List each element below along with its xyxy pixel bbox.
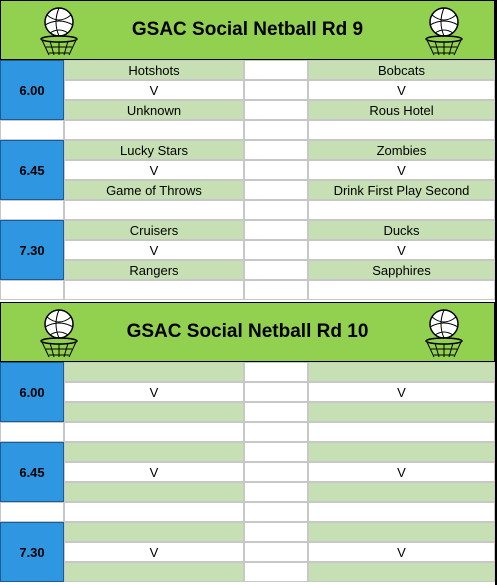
time-slot-cell: 6.45: [0, 442, 64, 502]
table-row: [0, 260, 497, 280]
court2-team-home: Bobcats: [308, 60, 495, 80]
blank-row: [0, 200, 497, 220]
court1-team-away: Game of Throws: [64, 180, 244, 200]
court1-team-home: Hotshots: [64, 60, 244, 80]
court1-team-home: Cruisers: [64, 220, 244, 240]
court1-team-away: [64, 402, 244, 422]
time-slot-cell: 6.00: [0, 60, 64, 120]
round-title: GSAC Social Netball Rd 10: [126, 321, 369, 342]
court2-versus: V: [308, 240, 495, 260]
blank-cell: [308, 280, 495, 300]
spacer-cell: [244, 60, 308, 80]
blank-row: [0, 502, 497, 522]
blank-cell: [0, 120, 64, 140]
court2-versus: V: [308, 382, 495, 402]
spacer-cell: [244, 80, 308, 100]
court1-team-away: Rangers: [64, 260, 244, 280]
court1-versus: V: [64, 382, 244, 402]
blank-cell: [244, 120, 308, 140]
blank-row: [0, 120, 497, 140]
spacer-cell: [244, 362, 308, 382]
netball-hoop-icon: [420, 5, 468, 57]
spacer-cell: [244, 382, 308, 402]
blank-cell: [0, 200, 64, 220]
blank-row: [0, 280, 497, 300]
court2-team-away: Sapphires: [308, 260, 495, 280]
table-row: [0, 522, 497, 542]
court2-team-home: Zombies: [308, 140, 495, 160]
court1-team-home: [64, 362, 244, 382]
blank-cell: [244, 502, 308, 522]
table-row: [0, 542, 497, 562]
table-row: [0, 140, 497, 160]
spacer-cell: [244, 160, 308, 180]
time-slot-cell: 7.30: [0, 522, 64, 582]
spacer-cell: [244, 442, 308, 462]
table-row: [0, 160, 497, 180]
court2-team-home: [308, 522, 495, 542]
round-header: [0, 0, 495, 60]
table-row: [0, 562, 497, 582]
table-row: [0, 220, 497, 240]
court2-versus: V: [308, 80, 495, 100]
blank-cell: [0, 422, 64, 442]
court1-versus: V: [64, 462, 244, 482]
blank-row: [0, 422, 497, 442]
court2-team-away: [308, 562, 495, 582]
time-slot-cell: 6.45: [0, 140, 64, 200]
blank-cell: [308, 120, 495, 140]
blank-cell: [308, 200, 495, 220]
table-row: [0, 442, 497, 462]
blank-cell: [64, 502, 244, 522]
court2-versus: V: [308, 542, 495, 562]
table-row: [0, 382, 497, 402]
table-row: [0, 100, 497, 120]
court1-team-home: [64, 442, 244, 462]
round-10-block: [0, 302, 497, 585]
court2-team-away: [308, 482, 495, 502]
round-title: GSAC Social Netball Rd 9: [131, 19, 364, 40]
court2-team-home: [308, 442, 495, 462]
spacer-cell: [244, 462, 308, 482]
table-row: [0, 462, 497, 482]
blank-cell: [64, 422, 244, 442]
spacer-cell: [244, 100, 308, 120]
time-slot-cell: 6.00: [0, 362, 64, 422]
table-row: [0, 60, 497, 80]
court1-versus: V: [64, 80, 244, 100]
court1-versus: V: [64, 542, 244, 562]
court2-team-away: Drink First Play Second: [308, 180, 495, 200]
blank-cell: [244, 280, 308, 300]
fixture-grid: [0, 362, 497, 583]
spacer-cell: [244, 180, 308, 200]
table-row: [0, 180, 497, 200]
table-row: [0, 362, 497, 382]
court1-team-away: [64, 482, 244, 502]
court1-versus: V: [64, 160, 244, 180]
spacer-cell: [244, 240, 308, 260]
table-row: [0, 482, 497, 502]
spacer-cell: [244, 562, 308, 582]
blank-cell: [64, 200, 244, 220]
court1-team-away: [64, 562, 244, 582]
court2-team-home: [308, 362, 495, 382]
netball-hoop-icon: [420, 307, 468, 359]
court1-team-away: Unknown: [64, 100, 244, 120]
court2-versus: V: [308, 160, 495, 180]
blank-cell: [0, 502, 64, 522]
table-row: [0, 80, 497, 100]
court1-versus: V: [64, 240, 244, 260]
court1-team-home: [64, 522, 244, 542]
table-row: [0, 240, 497, 260]
court1-team-home: Lucky Stars: [64, 140, 244, 160]
spacer-cell: [244, 402, 308, 422]
fixture-grid: [0, 60, 497, 300]
spacer-cell: [244, 542, 308, 562]
spacer-cell: [244, 482, 308, 502]
blank-cell: [64, 120, 244, 140]
blank-cell: [244, 422, 308, 442]
court2-team-away: [308, 402, 495, 422]
spacer-cell: [244, 522, 308, 542]
court2-team-away: Rous Hotel: [308, 100, 495, 120]
time-slot-cell: 7.30: [0, 220, 64, 280]
court2-versus: V: [308, 462, 495, 482]
blank-cell: [64, 280, 244, 300]
table-row: [0, 402, 497, 422]
round-header: [0, 302, 495, 362]
blank-cell: [308, 422, 495, 442]
spacer-cell: [244, 220, 308, 240]
spacer-cell: [244, 260, 308, 280]
spacer-cell: [244, 140, 308, 160]
court2-team-home: Ducks: [308, 220, 495, 240]
blank-cell: [308, 502, 495, 522]
blank-cell: [244, 200, 308, 220]
blank-cell: [0, 280, 64, 300]
